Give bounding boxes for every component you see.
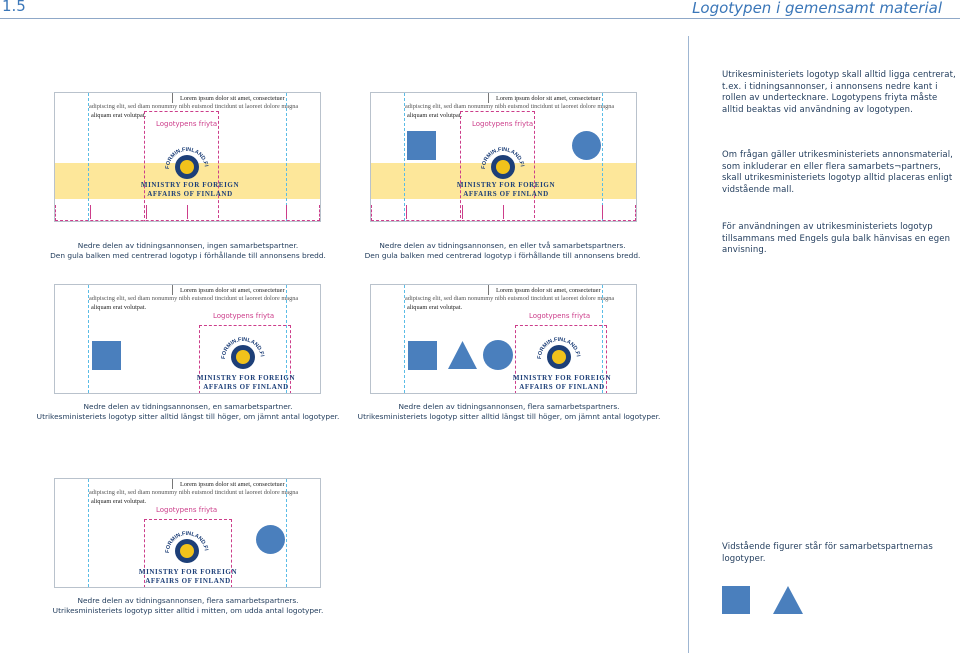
legend-square-icon — [722, 586, 750, 614]
guide-line — [286, 93, 287, 221]
partner-circle-icon — [256, 525, 285, 554]
ad-body-line: adipiscing elit, sed diam nonummy nibh euismod tincidunt ut laoreet dolore magna — [89, 489, 299, 496]
partner-square-icon — [408, 341, 437, 370]
logo-wordmark — [190, 374, 302, 392]
ad-body-line: Lorem ipsum dolor sit amet, consectetuer — [493, 95, 604, 102]
logo-wordmark — [133, 568, 243, 586]
ad-panel-several-partners-centre — [54, 478, 321, 588]
guide-line — [404, 93, 405, 221]
ministry-emblem-icon — [477, 139, 529, 181]
sidebar-paragraph: Utrikesministeriets logotyp skall alltid ligga centrerat, t.ex. i tidningsannonser, i annonsens nedre kant i rollen av undertecknare. Logotypens friyta måste alltid beaktas vid användning av logotypen. — [722, 70, 956, 115]
logo-line-2: AFFAIRS OF FINLAND — [463, 190, 549, 198]
caption-line: Utrikesministeriets logotyp sitter alltid i mitten, om udda antal logotyper. — [52, 606, 324, 615]
ad-body-line: adipiscing elit, sed diam nonummy nibh euismod tincidunt ut laoreet dolore magna — [89, 103, 299, 110]
ad-corner-mark — [488, 93, 489, 103]
ad-body-line: aliquam erat volutpat. — [407, 112, 463, 119]
logo-line-2: AFFAIRS OF FINLAND — [145, 577, 231, 585]
ad-body-line: aliquam erat volutpat. — [91, 498, 147, 505]
ad-panel-several-partners-right — [370, 284, 637, 394]
partner-circle-icon — [572, 131, 601, 160]
guide-line — [88, 93, 89, 221]
caption-line: Nedre delen av tidningsannonsen, en eller två samarbetspartners. — [379, 241, 626, 250]
ad-body-line: Lorem ipsum dolor sit amet, consectetuer — [493, 287, 604, 294]
logo-url-text: FORMIN.FINLAND.FI — [480, 146, 525, 170]
logo-line-1: MINISTRY FOR FOREIGN — [512, 374, 612, 382]
free-zone-label: Logotypens friyta — [213, 312, 275, 320]
logo-line-1: MINISTRY FOR FOREIGN — [456, 181, 556, 189]
logo-wordmark — [506, 374, 618, 392]
guide-line — [404, 285, 405, 393]
ad-panel-one-two-partners — [370, 92, 637, 222]
ad-body-line: Lorem ipsum dolor sit amet, consectetuer — [177, 95, 288, 102]
caption-line: Nedre delen av tidningsannonsen, flera samarbetspartners. — [398, 402, 620, 411]
caption-line: Nedre delen av tidningsannonsen, en samarbetspartner. — [83, 402, 293, 411]
logo-url-text: FORMIN.FINLAND.FI — [164, 530, 209, 554]
ad-body-line: Lorem ipsum dolor sit amet, consectetuer — [177, 481, 288, 488]
free-zone-bottom — [371, 205, 636, 221]
caption-line: Nedre delen av tidningsannonsen, flera samarbetspartners. — [77, 596, 299, 605]
ministry-emblem-icon — [161, 139, 213, 181]
page-title: Logotypen i gemensamt material — [692, 0, 942, 17]
guide-line — [88, 285, 89, 393]
logo-line-1: MINISTRY FOR FOREIGN — [196, 374, 296, 382]
caption-no-partner — [40, 241, 336, 261]
column-divider — [688, 36, 689, 653]
logo-line-2: AFFAIRS OF FINLAND — [147, 190, 233, 198]
ad-corner-mark — [488, 285, 489, 295]
sidebar-paragraph: För användningen av utrikesministeriets logotyp tillsammans med Engels gula balk hänvisas en egen anvisning. — [722, 222, 951, 255]
sidebar-paragraph: Om frågan gäller utrikesministeriets annonsmaterial, som inkluderar en eller flera samarbets¬partners, skall utrikesministeriets logotyp alltid placeras enligt vidstående mall. — [722, 150, 953, 195]
ad-panel-no-partner — [54, 92, 321, 222]
free-zone-bottom — [55, 205, 320, 221]
caption-line: Den gula balken med centrerad logotyp i förhållande till annonsens bredd. — [364, 251, 641, 260]
caption-line: Den gula balken med centrerad logotyp i förhållande till annonsens bredd. — [50, 251, 326, 260]
partner-triangle-icon — [447, 340, 478, 370]
logo-line-1: MINISTRY FOR FOREIGN — [138, 568, 238, 576]
free-zone-label: Logotypens friyta — [472, 120, 534, 128]
ad-body-line: adipiscing elit, sed diam nonummy nibh euismod tincidunt ut laoreet dolore magna — [405, 103, 615, 110]
caption-one-two-partners — [350, 241, 655, 261]
ad-body-line: adipiscing elit, sed diam nonummy nibh euismod tincidunt ut laoreet dolore magna — [405, 295, 615, 302]
ad-corner-mark — [172, 285, 173, 295]
logo-line-1: MINISTRY FOR FOREIGN — [140, 181, 240, 189]
ad-body-line: adipiscing elit, sed diam nonummy nibh euismod tincidunt ut laoreet dolore magna — [89, 295, 299, 302]
guide-line — [88, 479, 89, 587]
ad-body-line: aliquam erat volutpat. — [407, 304, 463, 311]
guide-line — [602, 93, 603, 221]
ministry-emblem-icon — [161, 523, 213, 565]
partner-square-icon — [407, 131, 436, 160]
caption-several-partners-right — [342, 402, 676, 422]
sidebar-paragraph: Vidstående figurer står för samarbetspartnernas logotyper. — [722, 542, 933, 564]
guide-line — [286, 479, 287, 587]
logo-url-text: FORMIN.FINLAND.FI — [536, 336, 581, 360]
free-zone-label: Logotypens friyta — [529, 312, 591, 320]
caption-line: Utrikesministeriets logotyp sitter alltid längst till höger, om jämnt antal logotyper. — [36, 412, 340, 421]
caption-one-partner — [20, 402, 356, 422]
free-zone-label: Logotypens friyta — [156, 506, 218, 514]
free-zone-label: Logotypens friyta — [156, 120, 218, 128]
caption-line: Utrikesministeriets logotyp sitter alltid längst till höger, om jämnt antal logotyper. — [357, 412, 661, 421]
logo-url-text: FORMIN.FINLAND.FI — [220, 336, 265, 360]
ad-panel-one-partner — [54, 284, 321, 394]
ad-body-line: aliquam erat volutpat. — [91, 304, 147, 311]
partner-circle-icon — [483, 340, 513, 370]
ministry-emblem-icon — [217, 329, 269, 371]
caption-several-partners-centre — [30, 596, 346, 616]
ad-body-line: Lorem ipsum dolor sit amet, consectetuer — [177, 287, 288, 294]
logo-wordmark — [451, 181, 561, 199]
ad-body-line: aliquam erat volutpat. — [91, 112, 147, 119]
ministry-emblem-icon — [533, 329, 585, 371]
legend-triangle-icon — [772, 585, 804, 615]
logo-wordmark — [135, 181, 245, 199]
partner-square-icon — [92, 341, 121, 370]
ad-corner-mark — [172, 479, 173, 489]
logo-line-2: AFFAIRS OF FINLAND — [203, 383, 289, 391]
caption-line: Nedre delen av tidningsannonsen, ingen samarbetspartner. — [77, 241, 299, 250]
logo-url-text: FORMIN.FINLAND.FI — [164, 146, 209, 170]
header-rule — [0, 18, 960, 19]
logo-line-2: AFFAIRS OF FINLAND — [519, 383, 605, 391]
ad-corner-mark — [172, 93, 173, 103]
page-number: 1.5 — [2, 0, 26, 15]
